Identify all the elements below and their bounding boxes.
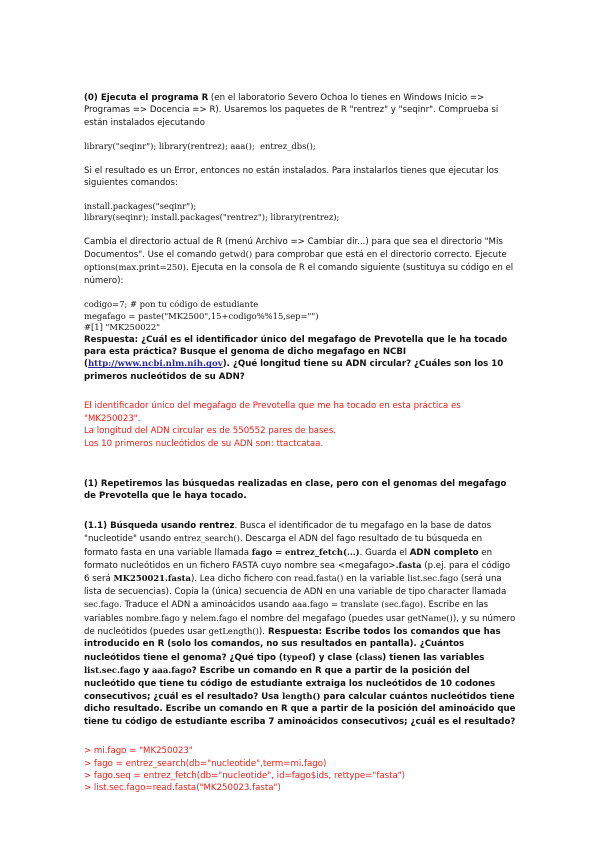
section-1-1-heading: (1.1) Búsqueda usando rentrez (84, 520, 235, 531)
answer-command-4: > list.sec.fago=read.fasta("MK250023.fasta") (84, 783, 281, 794)
answer-command-2: > fago = entrez_search(db="nucleotide",term=mi.fago) (84, 758, 327, 769)
section-1-heading: (1) Repetiremos las búsquedas realizadas en clase, pero con el genomas del megafago de Prevotella que le haya tocado. (84, 478, 507, 502)
section-1-1-paragraph: (1.1) Búsqueda usando rentrez. Busca el identificador de tu megafago en la base de datos "nucleotide" usando entrez_search(). Descarga el ADN del fago resultado de tu búsqueda en formato fasta en una variable llamada fago = entrez_fetch(...). Guarda el ADN completo en formato nucleótidos en un fichero FASTA cuyo nombre sea <megafago>.fasta (p.ej. para el código 6 será MK250021.fasta). Lea dicho fichero con read.fasta() en la variable list.sec.fago (será una lista de secuencias). Copia la (única) secuencia de ADN en una variable de tipo character llamada sec.fago. Traduce el ADN a aminoácidos usando aaa.fago = translate (sec.fago). Escribe en las variables nombre.fago y nelem.fago el nombre del megafago (puedes usar getName()), y su número de nucleótidos (puedes usar getLength()). Respuesta: Escribe todos los comandos que has introducido en R (solo los comandos, no sus resultados en pantalla). ¿Cuántos nucleótidos tiene el genoma? ¿Qué tipo (typeof) y clase (class) tienen las variables list.sec.fago y aaa.fago? Escribe un comando en R que a partir de la posición del nucleótido que tiene tu código de estudiante extraiga los nucleótidos de 10 codones consecutivos; ¿cuál es el resultado? Usa length() para calcular cuántos nucleótidos tiene dicho resultado. Escribe un comando en R que a partir de la posición del aminoácido que tiene tu código de estudiante escriba 7 aminoácidos consecutivos; ¿cuál es el resultado? (84, 520, 516, 727)
question-0: Respuesta: ¿Cuál es el identificador único del megafago de Prevotella que le ha tocado para esta práctica? Busque el genoma de dicho megafago en NCBI (http://www.ncbi.nlm.nih.gov). ¿Qué longitud tiene su ADN circular? ¿Cuáles son los 10 primeros nucleótidos de su ADN? (84, 334, 508, 382)
answer-length: La longitud del ADN circular es de 550552 pares de bases. (84, 426, 337, 437)
ncbi-link[interactable]: http://www.ncbi.nlm.nih.gov (87, 359, 223, 370)
check-packages-code: library("seqinr"); library(rentrez); aaa(); entrez_dbs(); (84, 141, 316, 152)
document-body (84, 92, 516, 795)
codigo-code-line-1: codigo=7; # pon tu código de estudiante (84, 299, 259, 310)
codigo-code-line-2: megafago = paste("MK2500",15+codigo%%15,sep="") (84, 310, 319, 321)
codigo-code-line-3: #[1] "MK250022" (84, 322, 161, 333)
answer-nucleotides: Los 10 primeros nucleótidos de su ADN son: ttactcataa. (84, 438, 324, 449)
getwd-code: getwd() (219, 248, 253, 259)
directory-paragraph: Cambia el directorio actual de R (menú Archivo => Cambiar dir...) para que sea el directorio "Mis Documentos". Use el comando getwd() para comprobar que está en el directorio correcto. Ejecute options(max.print=250). Ejecuta en la consola de R el comando siguiente (sustituya su código en el número): (84, 236, 514, 286)
answer-identifier: El identificador único del megafago de Prevotella que me ha tocado en esta práctica es "MK250023". (84, 401, 461, 424)
answer-command-3: > fago.seq = entrez_fetch(db="nucleotide", id=fago$ids, rettype="fasta") (84, 771, 406, 782)
install-code-line-1: install.packages("seqinr"); (84, 200, 197, 211)
intro-text: (en el laboratorio Severo Ochoa lo tienes en Windows Inicio => Programas => Docencia => R). Usaremos los paquetes de R "rentrez" y "seqinr". Comprueba si están instalados ejecutando (84, 93, 499, 128)
question-1: Respuesta: Escribe todos los comandos que has introducido en R (solo los comandos, no sus resultados en pantalla). ¿Cuántos nucleótidos tiene el genoma? ¿Qué tipo (typeof) y clase (class) tienen las variables list.sec.fago y aaa.fago? Escribe un comando en R que a partir de la posición del nucleótido que tiene tu código de estudiante extraiga los nucleótidos de 10 codones consecutivos; ¿cuál es el resultado? Usa length() para calcular cuántos nucleótidos tiene dicho resultado. Escribe un comando en R que a partir de la posición del aminoácido que tiene tu código de estudiante escriba 7 aminoácidos consecutivos; ¿cuál es el resultado? (84, 626, 516, 727)
answer-command-1: > mi.fago = "MK250023" (84, 746, 193, 757)
options-code: options(max.print=250) (84, 262, 186, 273)
intro-paragraph (84, 92, 516, 129)
section-0-heading: (0) Ejecuta el programa R (84, 93, 209, 103)
install-code-line-2: library(seqinr); install.packages("rentrez"); library(rentrez); (84, 212, 340, 223)
install-instructions: Si el resultado es un Error, entonces no están instalados. Para instalarlos tienes que ejecutar los siguientes comandos: (84, 165, 499, 189)
